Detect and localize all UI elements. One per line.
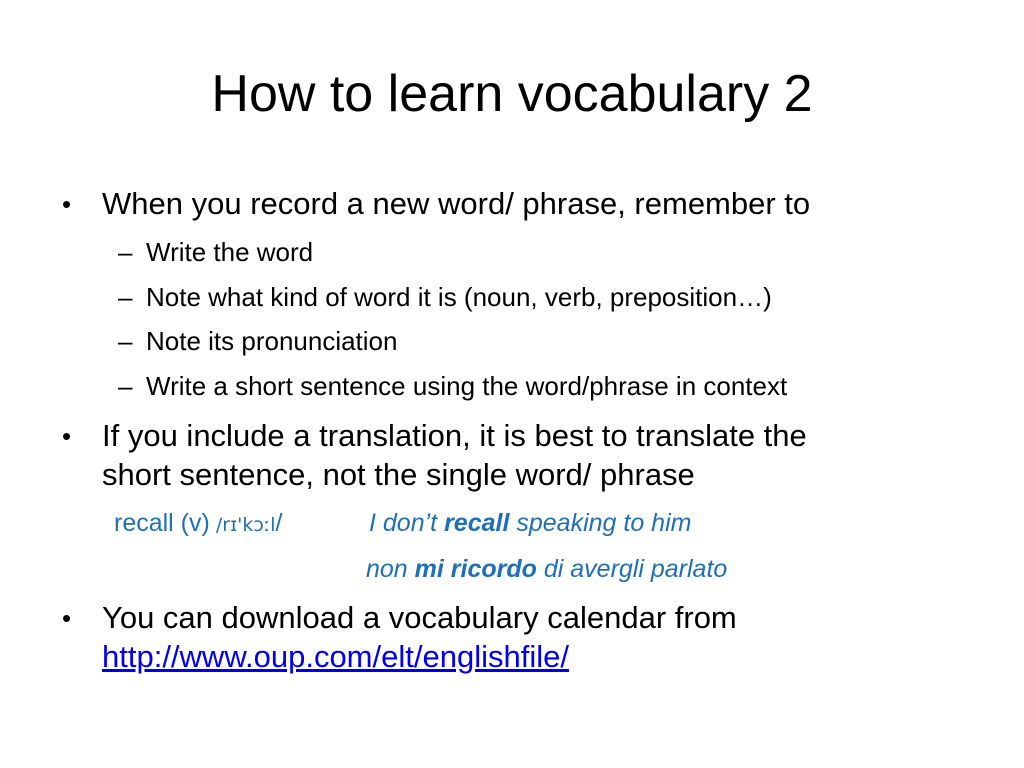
sub-item-1-text: Write the word	[146, 237, 314, 267]
example-italian-post: di avergli parlato	[536, 555, 728, 583]
ipa-prefix: /	[209, 514, 223, 536]
vocabulary-calendar-link[interactable]: http://www.oup.com/elt/englishfile/	[102, 639, 569, 674]
example-english	[369, 507, 691, 539]
sub-item-2-text: Note what kind of word it is (noun, verb, preposition…)	[146, 282, 772, 312]
sub-item-4-text: Write a short sentence using the word/phrase in context	[146, 371, 788, 401]
example-word-label: recall (v)	[114, 509, 210, 537]
example-word	[114, 507, 282, 541]
dash-icon: –	[118, 326, 133, 356]
ipa-transcription: rɪ'kɔːl	[222, 514, 276, 536]
dash-icon: –	[118, 371, 133, 401]
slide-title: How to learn vocabulary 2	[211, 65, 813, 123]
bullet-2-text-line-1: If you include a translation, it is best to translate the	[102, 418, 807, 453]
example-italian-bold: mi ricordo	[414, 555, 537, 583]
dash-icon: –	[118, 282, 133, 312]
bullet-2-text-line-2: short sentence, not the single word/ phrase	[102, 457, 695, 492]
bullet-3-text: You can download a vocabulary calendar from	[102, 600, 737, 635]
bullet-icon: •	[62, 603, 72, 633]
bullet-icon: •	[62, 421, 72, 451]
example-english-pre: I don’t	[369, 509, 445, 537]
dash-icon: –	[118, 237, 133, 267]
example-english-post: speaking to him	[509, 509, 692, 537]
example-italian	[366, 553, 727, 585]
example-italian-pre: non	[366, 555, 415, 583]
bullet-icon: •	[62, 189, 72, 219]
example-english-bold: recall	[444, 509, 510, 537]
ipa-suffix: /	[275, 509, 283, 537]
sub-item-3-text: Note its pronunciation	[146, 326, 398, 356]
bullet-1-text: When you record a new word/ phrase, remember to	[102, 186, 811, 221]
